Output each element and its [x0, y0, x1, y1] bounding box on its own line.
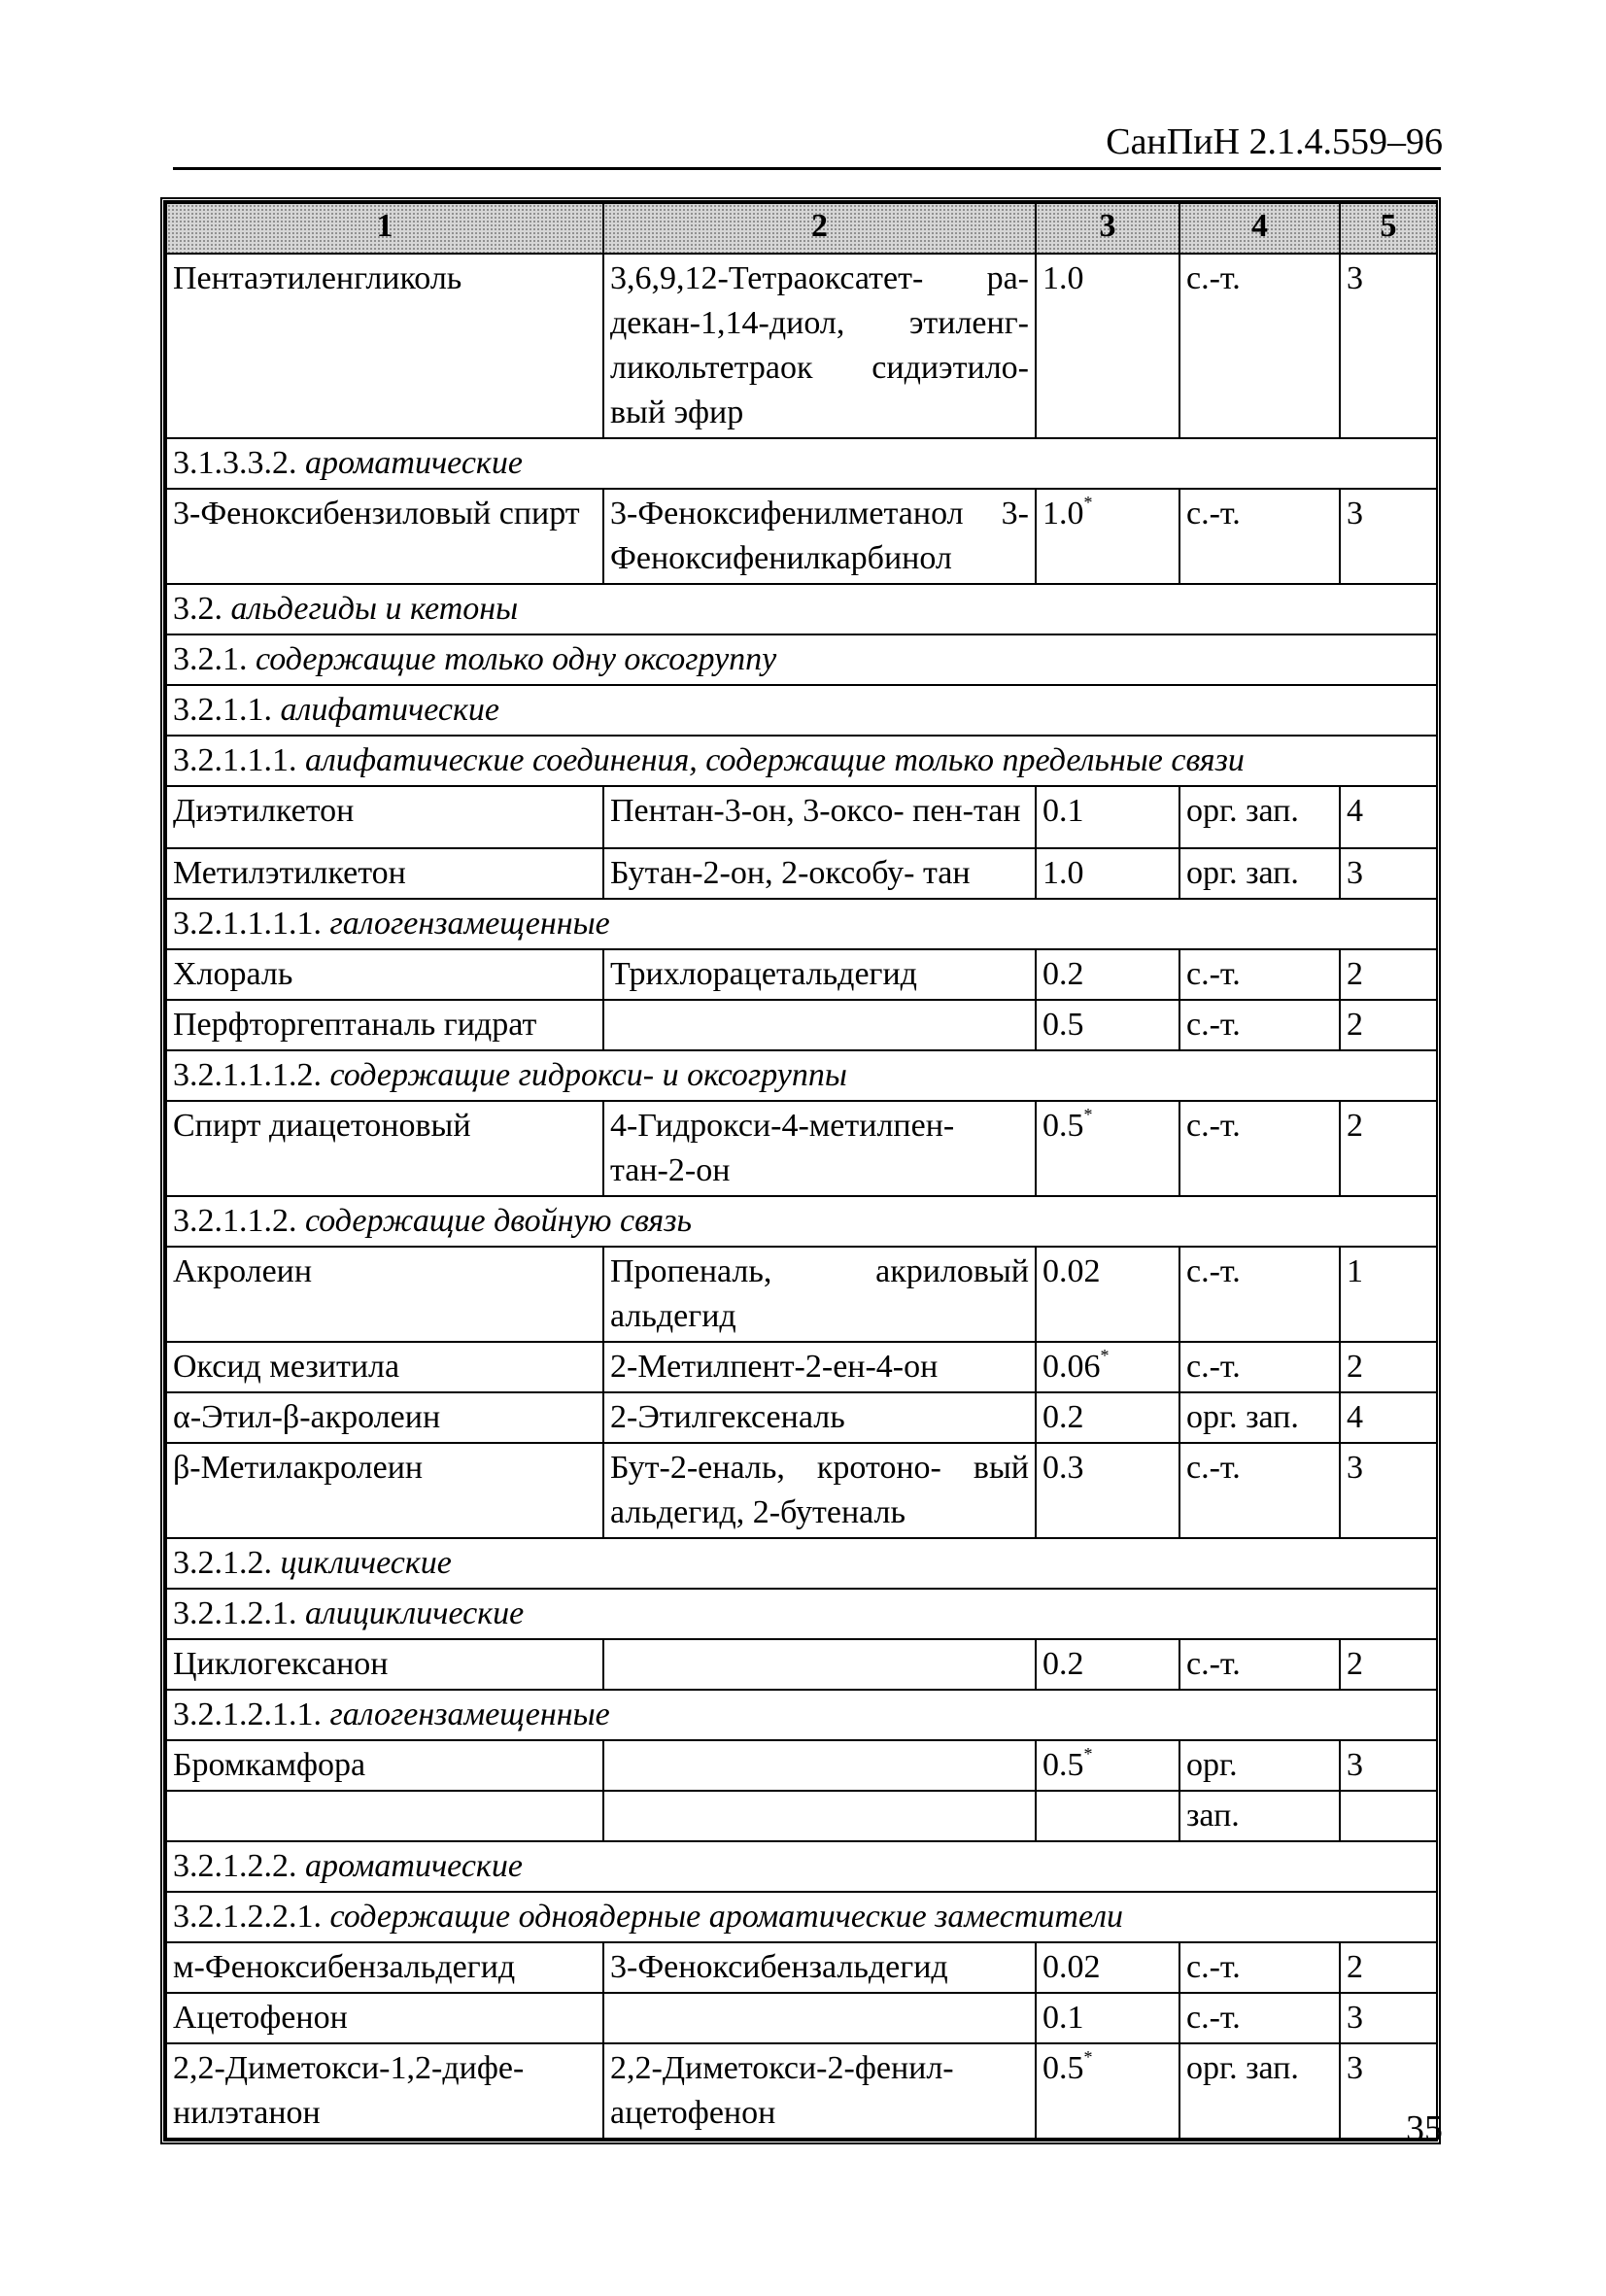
hazard-class-text: 2: [1347, 1646, 1363, 1682]
hazard-indicator-text: орг. зап.: [1186, 855, 1299, 891]
section-label: галогензамещенные: [329, 906, 610, 942]
hazard-class-text: 3: [1347, 1450, 1363, 1486]
hazard-indicator-text: с.-т.: [1186, 260, 1241, 296]
substance-name-text: Циклогексанон: [173, 1646, 389, 1682]
hazard-indicator-cell: [1179, 1000, 1340, 1050]
section-heading: [166, 899, 1437, 949]
hazard-indicator-text: с.-т.: [1186, 956, 1241, 992]
hazard-class-cell: [1340, 1392, 1437, 1443]
footnote-star-mark: *: [1083, 492, 1093, 512]
hazard-indicator-cell: [1179, 1791, 1340, 1841]
hazard-class-text: 4: [1347, 1399, 1363, 1435]
synonym-cell: [603, 1639, 1036, 1690]
standard-value-text: 0.5: [1042, 1007, 1084, 1043]
hazard-class-cell: [1340, 1639, 1437, 1690]
substance-name-cell: [166, 1993, 603, 2043]
hazard-indicator-cell: [1179, 1740, 1340, 1791]
synonym-text: Пентан-3-он, 3-оксо- пен-тан: [610, 793, 1021, 829]
table-row: [166, 786, 1437, 848]
hazard-indicator-cell: [1179, 1942, 1340, 1993]
table-row: [166, 1443, 1437, 1538]
table-row: [166, 1993, 1437, 2043]
synonym-text: 3,6,9,12-Тетраоксатет- ра-декан-1,14-диол, этиленг-ликольтетраок сидиэтило-вый эфир: [610, 260, 1029, 430]
section-row: [166, 899, 1437, 949]
standard-value-text: 0.5: [1042, 1747, 1084, 1783]
hazard-class-cell: [1340, 949, 1437, 1000]
substance-name-cell: [166, 1791, 603, 1841]
section-heading: [166, 685, 1437, 736]
standard-value-cell: [1036, 1993, 1179, 2043]
hazard-class-cell: [1340, 254, 1437, 438]
section-heading: [166, 1538, 1437, 1589]
synonym-text: 2,2-Диметокси-2-фенил-ацетофенон: [610, 2050, 954, 2131]
hazard-class-text: 3: [1347, 496, 1363, 531]
substance-name-cell: [166, 1740, 603, 1791]
hazard-indicator-text: с.-т.: [1186, 1253, 1241, 1289]
hazard-class-text: 3: [1347, 260, 1363, 296]
hazard-indicator-text: зап.: [1186, 1798, 1240, 1833]
hazard-class-text: 2: [1347, 1108, 1363, 1144]
section-label: содержащие только одну оксогруппу: [256, 641, 777, 677]
substance-name-text: 3-Феноксибензиловый спирт: [173, 496, 580, 531]
substance-name-cell: [166, 1247, 603, 1342]
table-row: [166, 848, 1437, 899]
synonym-text: 2-Метилпент-2-ен-4-он: [610, 1349, 939, 1385]
standard-value-cell: [1036, 1392, 1179, 1443]
synonym-cell: [603, 489, 1036, 584]
substance-name-text: Хлораль: [173, 956, 293, 992]
section-label: алифатические: [280, 692, 499, 728]
section-heading: [166, 1050, 1437, 1101]
table-row: [166, 1740, 1437, 1791]
substance-name-text: Акролеин: [173, 1253, 313, 1289]
column-number-header-row: [166, 203, 1437, 254]
synonym-cell: [603, 848, 1036, 899]
synonym-cell: [603, 1443, 1036, 1538]
synonym-cell: [603, 1247, 1036, 1342]
synonym-cell: [603, 254, 1036, 438]
hazard-class-text: 4: [1347, 793, 1363, 829]
substance-name-text: Оксид мезитила: [173, 1349, 400, 1385]
section-number: 3.2.1.2.: [173, 1545, 272, 1581]
section-row: [166, 634, 1437, 685]
standards-table: [165, 202, 1438, 2140]
section-heading: [166, 1690, 1437, 1740]
hazard-class-text: 3: [1347, 855, 1363, 891]
hazard-indicator-cell: [1179, 786, 1340, 848]
standard-value-text: 1.0: [1042, 260, 1084, 296]
synonym-text: Бут-2-еналь, кротоно- вый альдегид, 2-бутеналь: [610, 1450, 1029, 1530]
standard-value-text: 0.5: [1042, 2050, 1084, 2086]
substance-name-text: Бромкамфора: [173, 1747, 366, 1783]
substance-name-text: Перфторгептаналь гидрат: [173, 1007, 537, 1043]
standard-value-cell: [1036, 2043, 1179, 2139]
hazard-indicator-text: с.-т.: [1186, 1646, 1241, 1682]
section-label: алифатические соединения, содержащие только предельные связи: [305, 742, 1245, 778]
section-row: [166, 1538, 1437, 1589]
section-heading: [166, 1892, 1437, 1942]
column-header: 1: [166, 203, 603, 254]
hazard-class-cell: [1340, 1101, 1437, 1196]
hazard-indicator-cell: [1179, 489, 1340, 584]
hazard-indicator-text: орг. зап.: [1186, 793, 1299, 829]
standard-value-text: 0.02: [1042, 1253, 1101, 1289]
table-row: [166, 1392, 1437, 1443]
section-label: ароматические: [305, 1848, 523, 1884]
standard-value-text: 0.3: [1042, 1450, 1084, 1486]
hazard-class-cell: [1340, 1740, 1437, 1791]
substance-name-text: Ацетофенон: [173, 2000, 348, 2036]
column-header: 4: [1179, 203, 1340, 254]
substance-name-text: Спирт диацетоновый: [173, 1108, 471, 1144]
standard-value-cell: [1036, 1247, 1179, 1342]
hazard-class-cell: [1340, 1247, 1437, 1342]
substance-name-cell: [166, 1000, 603, 1050]
table-row: [166, 1247, 1437, 1342]
hazard-class-cell: [1340, 1942, 1437, 1993]
synonym-cell: [603, 1101, 1036, 1196]
section-number: 3.2.1.2.1.: [173, 1595, 297, 1631]
hazard-class-text: 2: [1347, 1349, 1363, 1385]
hazard-indicator-cell: [1179, 1342, 1340, 1392]
hazard-class-cell: [1340, 1993, 1437, 2043]
section-number: 3.2.1.1.2.: [173, 1203, 297, 1239]
table-row: [166, 2043, 1437, 2139]
hazard-class-cell: [1340, 786, 1437, 848]
substance-name-text: Диэтилкетон: [173, 793, 355, 829]
hazard-class-cell: [1340, 1000, 1437, 1050]
standard-value-cell: [1036, 786, 1179, 848]
hazard-class-text: 2: [1347, 1007, 1363, 1043]
synonym-cell: [603, 1392, 1036, 1443]
table-row: [166, 254, 1437, 438]
standard-value-cell: [1036, 1101, 1179, 1196]
section-heading: [166, 1841, 1437, 1892]
synonym-text: Пропеналь, акриловый альдегид: [610, 1253, 1029, 1334]
synonym-text: Бутан-2-он, 2-оксобу- тан: [610, 855, 971, 891]
hazard-class-text: 1: [1347, 1253, 1363, 1289]
hazard-indicator-cell: [1179, 1101, 1340, 1196]
synonym-text: 2-Этилгексеналь: [610, 1399, 845, 1435]
standard-value-text: 1.0: [1042, 496, 1084, 531]
section-label: содержащие одноядерные ароматические заместители: [329, 1899, 1124, 1935]
standard-value-cell: [1036, 1740, 1179, 1791]
hazard-indicator-cell: [1179, 1247, 1340, 1342]
standard-value-text: 0.2: [1042, 956, 1084, 992]
table-row: [166, 489, 1437, 584]
hazard-class-text: 3: [1347, 2000, 1363, 2036]
section-number: 3.2.1.2.2.1.: [173, 1899, 322, 1935]
hazard-indicator-cell: [1179, 1392, 1340, 1443]
hazard-indicator-text: с.-т.: [1186, 1450, 1241, 1486]
section-row: [166, 1892, 1437, 1942]
synonym-text: 3-Феноксифенилметанол 3-Феноксифенилкарбинол: [610, 496, 1029, 576]
header-rule: [173, 167, 1441, 170]
substance-name-cell: [166, 1101, 603, 1196]
substance-name-text: м-Феноксибензальдегид: [173, 1949, 516, 1985]
table-body: [166, 203, 1437, 2139]
hazard-indicator-cell: [1179, 1639, 1340, 1690]
column-header: 3: [1036, 203, 1179, 254]
hazard-class-cell: [1340, 489, 1437, 584]
hazard-class-text: 3: [1347, 2050, 1363, 2086]
substance-name-cell: [166, 254, 603, 438]
standard-value-text: 0.2: [1042, 1399, 1084, 1435]
hazard-indicator-cell: [1179, 254, 1340, 438]
hazard-indicator-cell: [1179, 1443, 1340, 1538]
hazard-indicator-text: орг.: [1186, 1747, 1238, 1783]
footnote-star-mark: *: [1083, 2046, 1093, 2067]
standard-value-cell: [1036, 1000, 1179, 1050]
hazard-indicator-text: с.-т.: [1186, 496, 1241, 531]
hazard-indicator-cell: [1179, 848, 1340, 899]
hazard-indicator-text: с.-т.: [1186, 2000, 1241, 2036]
hazard-class-text: 2: [1347, 956, 1363, 992]
hazard-indicator-text: орг. зап.: [1186, 1399, 1299, 1435]
section-number: 3.2.1.1.: [173, 692, 272, 728]
synonym-text: 4-Гидрокси-4-метилпен-тан-2-он: [610, 1108, 955, 1188]
column-header: 5: [1340, 203, 1437, 254]
section-label: галогензамещенные: [329, 1696, 610, 1732]
standard-value-cell: [1036, 1443, 1179, 1538]
substance-name-cell: [166, 1942, 603, 1993]
footnote-star-mark: *: [1083, 1743, 1093, 1764]
section-row: [166, 1196, 1437, 1247]
section-label: альдегиды и кетоны: [230, 591, 519, 627]
standard-value-text: 0.1: [1042, 2000, 1084, 2036]
hazard-class-text: 3: [1347, 1747, 1363, 1783]
section-number: 3.2.1.2.2.: [173, 1848, 297, 1884]
section-row: [166, 1841, 1437, 1892]
table-row: [166, 949, 1437, 1000]
standard-value-cell: [1036, 848, 1179, 899]
substance-name-cell: [166, 786, 603, 848]
substance-name-cell: [166, 2043, 603, 2139]
standard-value-text: 0.5: [1042, 1108, 1084, 1144]
substance-name-cell: [166, 489, 603, 584]
section-heading: [166, 634, 1437, 685]
table-row: [166, 1101, 1437, 1196]
substance-name-cell: [166, 848, 603, 899]
section-row: [166, 1050, 1437, 1101]
hazard-class-cell: [1340, 1342, 1437, 1392]
standard-value-cell: [1036, 489, 1179, 584]
hazard-class-text: 2: [1347, 1949, 1363, 1985]
section-row: [166, 584, 1437, 634]
section-number: 3.2.1.2.1.1.: [173, 1696, 322, 1732]
synonym-text: Трихлорацетальдегид: [610, 956, 917, 992]
section-label: ароматические: [305, 445, 523, 481]
hazard-indicator-text: с.-т.: [1186, 1949, 1241, 1985]
hazard-indicator-text: с.-т.: [1186, 1108, 1241, 1144]
section-row: [166, 438, 1437, 489]
section-number: 3.1.3.3.2.: [173, 445, 297, 481]
standard-value-text: 0.2: [1042, 1646, 1084, 1682]
synonym-cell: [603, 1740, 1036, 1791]
substance-name-cell: [166, 949, 603, 1000]
hazard-class-cell: [1340, 1791, 1437, 1841]
standard-value-text: 0.1: [1042, 793, 1084, 829]
synonym-cell: [603, 786, 1036, 848]
hazard-class-cell: [1340, 848, 1437, 899]
substance-name-text: Метилэтилкетон: [173, 855, 406, 891]
substance-name-cell: [166, 1639, 603, 1690]
synonym-text: 3-Феноксибензальдегид: [610, 1949, 948, 1985]
table-row: [166, 1342, 1437, 1392]
section-label: содержащие гидрокси- и оксогруппы: [329, 1057, 847, 1093]
synonym-cell: [603, 949, 1036, 1000]
hazard-indicator-text: с.-т.: [1186, 1007, 1241, 1043]
hazard-indicator-cell: [1179, 2043, 1340, 2139]
substance-name-text: β-Метилакролеин: [173, 1450, 424, 1486]
hazard-indicator-cell: [1179, 949, 1340, 1000]
standard-value-cell: [1036, 1791, 1179, 1841]
standard-value-text: 0.02: [1042, 1949, 1101, 1985]
section-heading: [166, 1196, 1437, 1247]
footnote-star-mark: *: [1100, 1345, 1110, 1365]
substance-name-cell: [166, 1342, 603, 1392]
section-heading: [166, 584, 1437, 634]
section-row: [166, 1690, 1437, 1740]
section-heading: [166, 438, 1437, 489]
section-number: 3.2.1.1.1.: [173, 742, 297, 778]
synonym-cell: [603, 1342, 1036, 1392]
table-row: [166, 1000, 1437, 1050]
section-label: алициклические: [305, 1595, 525, 1631]
table-row: [166, 1942, 1437, 1993]
section-number: 3.2.1.: [173, 641, 248, 677]
synonym-cell: [603, 1993, 1036, 2043]
synonym-cell: [603, 1000, 1036, 1050]
page-number: 35: [1406, 2108, 1443, 2149]
section-number: 3.2.1.1.1.1.: [173, 906, 322, 942]
section-heading: [166, 1589, 1437, 1639]
standard-value-text: 1.0: [1042, 855, 1084, 891]
substance-name-cell: [166, 1443, 603, 1538]
section-heading: [166, 736, 1437, 786]
standard-value-cell: [1036, 949, 1179, 1000]
standard-value-cell: [1036, 1639, 1179, 1690]
substance-name-cell: [166, 1392, 603, 1443]
substance-name-text: Пентаэтиленгликоль: [173, 260, 462, 296]
section-row: [166, 685, 1437, 736]
standard-value-cell: [1036, 254, 1179, 438]
footnote-star-mark: *: [1083, 1104, 1093, 1124]
standards-table-frame: [160, 197, 1441, 2144]
hazard-class-cell: [1340, 1443, 1437, 1538]
standard-value-text: 0.06: [1042, 1349, 1101, 1385]
column-header: 2: [603, 203, 1036, 254]
substance-name-text: 2,2-Диметокси-1,2-дифе-нилэтанон: [173, 2050, 525, 2131]
hazard-indicator-cell: [1179, 1993, 1340, 2043]
section-row: [166, 736, 1437, 786]
substance-name-text: α-Этил-β-акролеин: [173, 1399, 441, 1435]
section-number: 3.2.1.1.1.2.: [173, 1057, 322, 1093]
section-number: 3.2.: [173, 591, 222, 627]
standard-value-cell: [1036, 1942, 1179, 1993]
synonym-cell: [603, 1791, 1036, 1841]
standard-value-cell: [1036, 1342, 1179, 1392]
document-code: СанПиН 2.1.4.559–96: [1106, 121, 1443, 162]
section-row: [166, 1589, 1437, 1639]
table-row: [166, 1639, 1437, 1690]
table-row: [166, 1791, 1437, 1841]
hazard-indicator-text: с.-т.: [1186, 1349, 1241, 1385]
section-label: содержащие двойную связь: [305, 1203, 692, 1239]
synonym-cell: [603, 2043, 1036, 2139]
synonym-cell: [603, 1942, 1036, 1993]
hazard-indicator-text: орг. зап.: [1186, 2050, 1299, 2086]
section-label: циклические: [280, 1545, 452, 1581]
